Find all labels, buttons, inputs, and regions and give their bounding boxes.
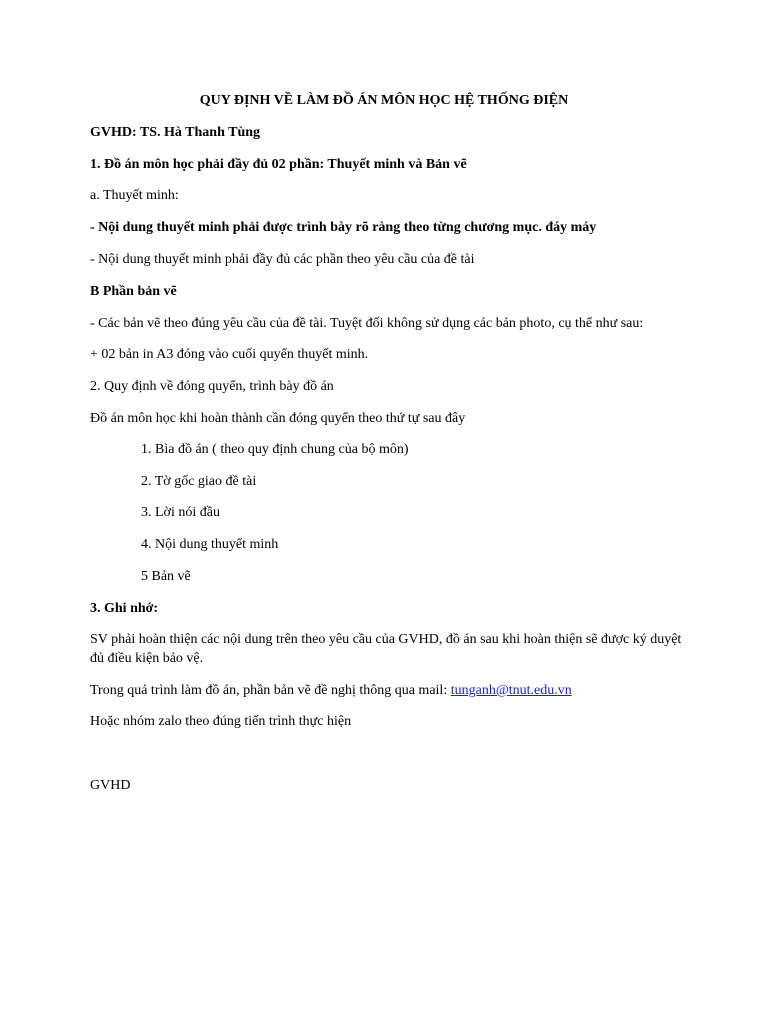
section-2-heading: 2. Quy định về đóng quyển, trình bày đồ án: [90, 379, 334, 394]
section-3-heading: 3. Ghi nhớ:: [90, 601, 159, 616]
document-title: QUY ĐỊNH VỀ LÀM ĐỒ ÁN MÔN HỌC HỆ THỐNG ĐIỆN: [199, 93, 569, 108]
section-2-intro: Đồ án môn học khi hoàn thành cần đóng quyển theo thứ tự sau đây: [90, 411, 466, 426]
contact-line: [90, 681, 572, 700]
list-item: 3. Lời nói đầu: [141, 505, 220, 520]
list-item: 5 Bản vẽ: [141, 569, 191, 584]
section-3-note: SV phải hoàn thiện các nội dung trên theo yêu cầu của GVHD, đồ án sau khi hoàn thiện sẽ được ký duyệt đủ điều kiện bảo vệ.: [90, 632, 682, 666]
signature: GVHD: [90, 778, 131, 793]
drawing-detail: + 02 bản in A3 đóng vào cuối quyển thuyết minh.: [90, 347, 369, 362]
section-1-heading: 1. Đồ án môn học phải đầy đủ 02 phần: Thuyết minh và Bản vẽ: [90, 157, 467, 172]
advisor-line: GVHD: TS. Hà Thanh Tùng: [90, 125, 261, 140]
list-item: 4. Nội dung thuyết minh: [141, 537, 279, 552]
section-1a-label: a. Thuyết minh:: [90, 188, 179, 203]
email-link[interactable]: tunganh@tnut.edu.vn: [450, 683, 572, 698]
zalo-line: Hoặc nhóm zalo theo đúng tiến trình thực hiện: [90, 714, 352, 729]
list-item: 2. Tờ gốc giao đề tài: [141, 474, 257, 489]
drawing-rule: - Các bản vẽ theo đúng yêu cầu của đề tài. Tuyệt đối không sử dụng các bản photo, cụ thể như sau:: [90, 316, 644, 331]
contact-prefix: Trong quá trình làm đồ án, phần bản vẽ đề nghị thông qua mail:: [90, 683, 451, 698]
section-1b-label: B Phần bản vẽ: [90, 284, 177, 299]
list-item: 1. Bìa đồ án ( theo quy định chung của bộ môn): [141, 442, 409, 457]
section-1a-bullet-bold: - Nội dung thuyết minh phải được trình bày rõ ràng theo từng chương mục. đáy máy: [90, 220, 597, 235]
section-1a-bullet: - Nội dung thuyết minh phải đầy đủ các phần theo yêu cầu của đề tài: [90, 252, 475, 267]
